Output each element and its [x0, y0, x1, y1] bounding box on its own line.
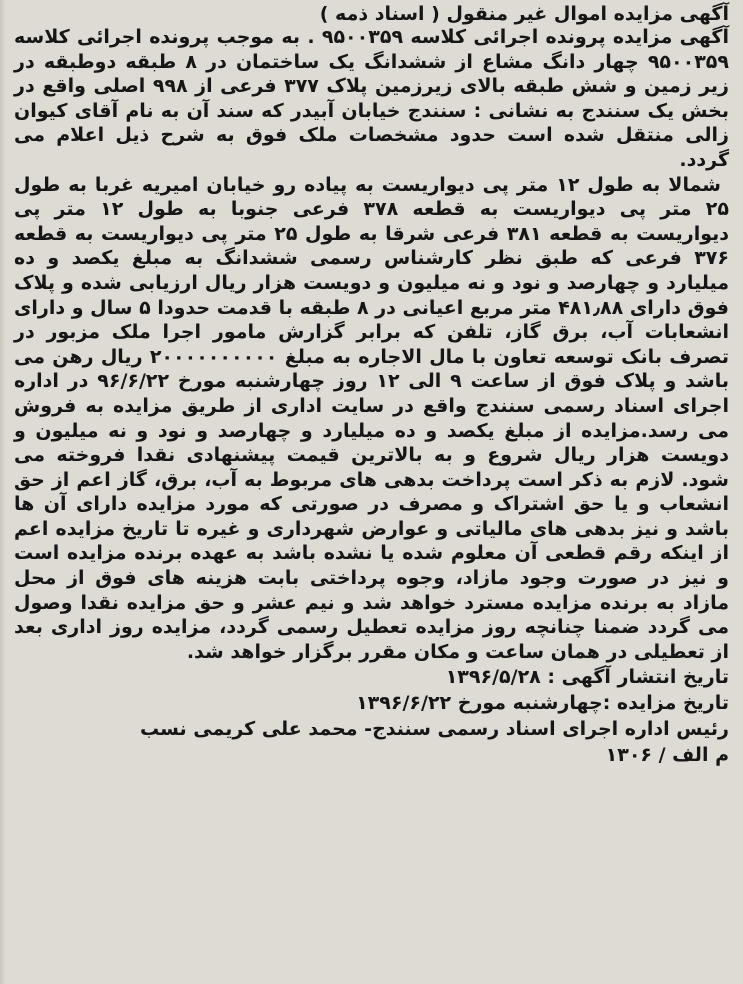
notice-intro-paragraph: آگهی مزایده پرونده اجرائی کلاسه ۹۵۰۰۳۵۹ . به موجب پرونده اجرائی کلاسه ۹۵۰۰۳۵۹ چهار دانگ مشاع از ششدانگ یک ساختمان در ۸ طبقه دوطبقه در زیر زمین و شش طبقه بالای زیرزمین پلاک ۳۷۷ فرعی از ۹۹۸ اصلی واقع در بخش یک سنندج به نشانی : سنندج خیابان آبیدر که سند آن به نام آقای کیوان زالی منتقل شده است حدود مشخصات ملک فوق به شرح ذیل اعلام می گردد. — [14, 26, 729, 171]
signature-line: رئیس اداره اجرای اسناد رسمی سنندج- محمد علی کریمی نسب — [140, 718, 729, 741]
publish-date: تاریخ انتشار آگهی : ۱۳۹۶/۵/۲۸ — [445, 666, 729, 689]
reference-number: م الف / ۱۳۰۶ — [605, 744, 729, 767]
scan-shadow — [0, 0, 6, 984]
notice-title: آگهی مزایده اموال غیر منقول ( اسناد ذمه ) — [319, 3, 729, 25]
auction-date: تاریخ مزایده :چهارشنبه مورخ ۱۳۹۶/۶/۲۲ — [356, 692, 729, 715]
notice-body-paragraph: شمالا به طول ۱۲ متر پی دیواریست به پیاده رو خیابان امیریه غربا به طول ۲۵ متر پی دیواریست به قطعه ۳۷۸ فرعی جنوبا به طول ۱۲ متر پی دیواریست به قطعه ۳۸۱ فرعی شرقا به طول ۲۵ متر پی دیواریست به قطعه ۳۷۶ فرعی که طبق نظر کارشناس رسمی ششدانگ به مبلغ یکصد و ده میلیارد و چهارصد و نود و نه میلیون و دویست هزار ریال ارزیابی شده و پلاک فوق دارای ۴۸۱٫۸۸ متر مربع اعیانی در ۸ طبقه با قدمت حدودا ۵ سال و دارای انشعابات آب، برق گاز، تلفن که برابر گزارش مامور اجرا ملک مزبور در تصرف بانک توسعه تعاون با مال الاجاره به مبلغ ۲۰۰۰۰۰۰۰۰۰۰ ریال رهن می باشد و پلاک فوق از ساعت ۹ الی ۱۲ روز چهارشنبه مورخ ۹۶/۶/۲۲ در اداره اجرای اسناد رسمی سنندج واقع در سایت اداری از طریق مزایده به فروش می رسد.مزایده از مبلغ یکصد و ده میلیارد و چهارصد و نود و نه میلیون و دویست هزار ریال شروع و به بالاترین قیمت پیشنهادی نقدا فروخته می شود. لازم به ذکر است پرداخت بدهی های مربوط به آب، برق، گاز اعم از حق انشعاب و یا حق اشتراک و مصرف در صورتی که مورد مزایده دارای آن ها باشد و نیز بدهی های مالیاتی و عوارض شهرداری و غیره تا تاریخ مزایده اعم از اینکه رقم قطعی آن معلوم شده یا نشده باشد به عهده برنده مزایده است و نیز در صورت وجود مازاد، وجوه پرداختی بابت هزینه های فوق از محل مازاد به برنده مزایده مسترد خواهد شد و نیم عشر و حق مزایده نقدا وصول می گردد ضمنا چنانچه روز مزایده تعطیل رسمی گردد، مزایده روز اداری بعد از تعطیلی در همان ساعت و مکان مقرر برگزار خواهد شد. — [14, 173, 730, 663]
